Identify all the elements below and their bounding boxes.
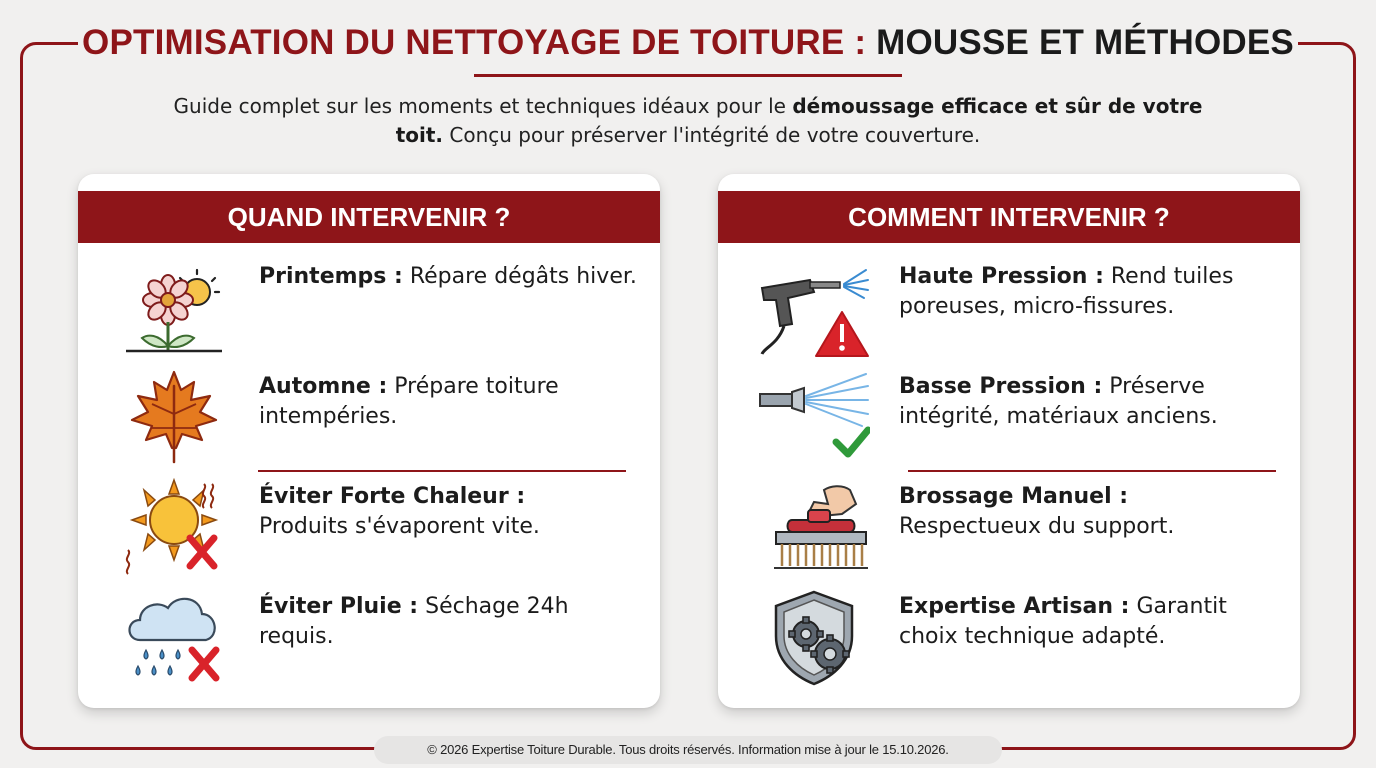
sun-heat-cross-icon bbox=[118, 478, 230, 578]
list-item bbox=[78, 368, 660, 468]
when-card-heading: QUAND INTERVENIR ? bbox=[78, 191, 660, 243]
autumn-leaf-icon bbox=[118, 368, 230, 468]
how-item-text: Expertise Artisan : Garantit choix technique adapté. bbox=[899, 594, 1227, 649]
shield-gears-icon bbox=[758, 588, 870, 688]
pressure-washer-warning-icon bbox=[758, 258, 870, 358]
list-item bbox=[718, 478, 1300, 578]
list-item bbox=[78, 588, 660, 688]
how-card-heading: COMMENT INTERVENIR ? bbox=[718, 191, 1300, 243]
intro-text: Guide complet sur les moments et techniques idéaux pour le démoussage efficace et sûr de votre toit. Conçu pour préserver l'intégrité de votre couverture. bbox=[173, 94, 1203, 147]
footer-copyright: © 2026 Expertise Toiture Durable. Tous droits réservés. Information mise à jour le 15.10.2026. bbox=[374, 736, 1002, 764]
section-divider bbox=[908, 470, 1276, 472]
list-item bbox=[718, 368, 1300, 468]
low-pressure-nozzle-check-icon bbox=[758, 368, 870, 468]
how-card bbox=[718, 174, 1300, 708]
when-item-text: Éviter Pluie : Séchage 24h requis. bbox=[259, 594, 569, 649]
how-item-text: Brossage Manuel : Respectueux du support. bbox=[899, 484, 1175, 539]
title-underline bbox=[474, 74, 902, 77]
title-subject: MOUSSE ET MÉTHODES bbox=[876, 23, 1294, 62]
when-item-text: Automne : Prépare toiture intempéries. bbox=[259, 374, 559, 429]
list-item bbox=[78, 258, 660, 358]
hand-brush-icon bbox=[758, 478, 870, 578]
when-card bbox=[78, 174, 660, 708]
list-item bbox=[78, 478, 660, 578]
section-divider bbox=[258, 470, 626, 472]
list-item bbox=[718, 258, 1300, 358]
rain-cloud-cross-icon bbox=[118, 588, 230, 688]
title-highlight: OPTIMISATION DU NETTOYAGE DE TOITURE : bbox=[82, 23, 867, 62]
spring-flower-sun-icon bbox=[118, 258, 230, 358]
how-item-text: Basse Pression : Préserve intégrité, matériaux anciens. bbox=[899, 374, 1218, 429]
intro-bold: démoussage efficace et sûr de votre toit. bbox=[395, 94, 1203, 147]
how-item-text: Haute Pression : Rend tuiles poreuses, micro-fissures. bbox=[899, 264, 1234, 319]
when-item-text: Éviter Forte Chaleur : Produits s'évaporent vite. bbox=[259, 484, 540, 539]
page-title bbox=[78, 20, 1298, 66]
list-item bbox=[718, 588, 1300, 688]
when-item-text: Printemps : Répare dégâts hiver. bbox=[259, 264, 637, 289]
